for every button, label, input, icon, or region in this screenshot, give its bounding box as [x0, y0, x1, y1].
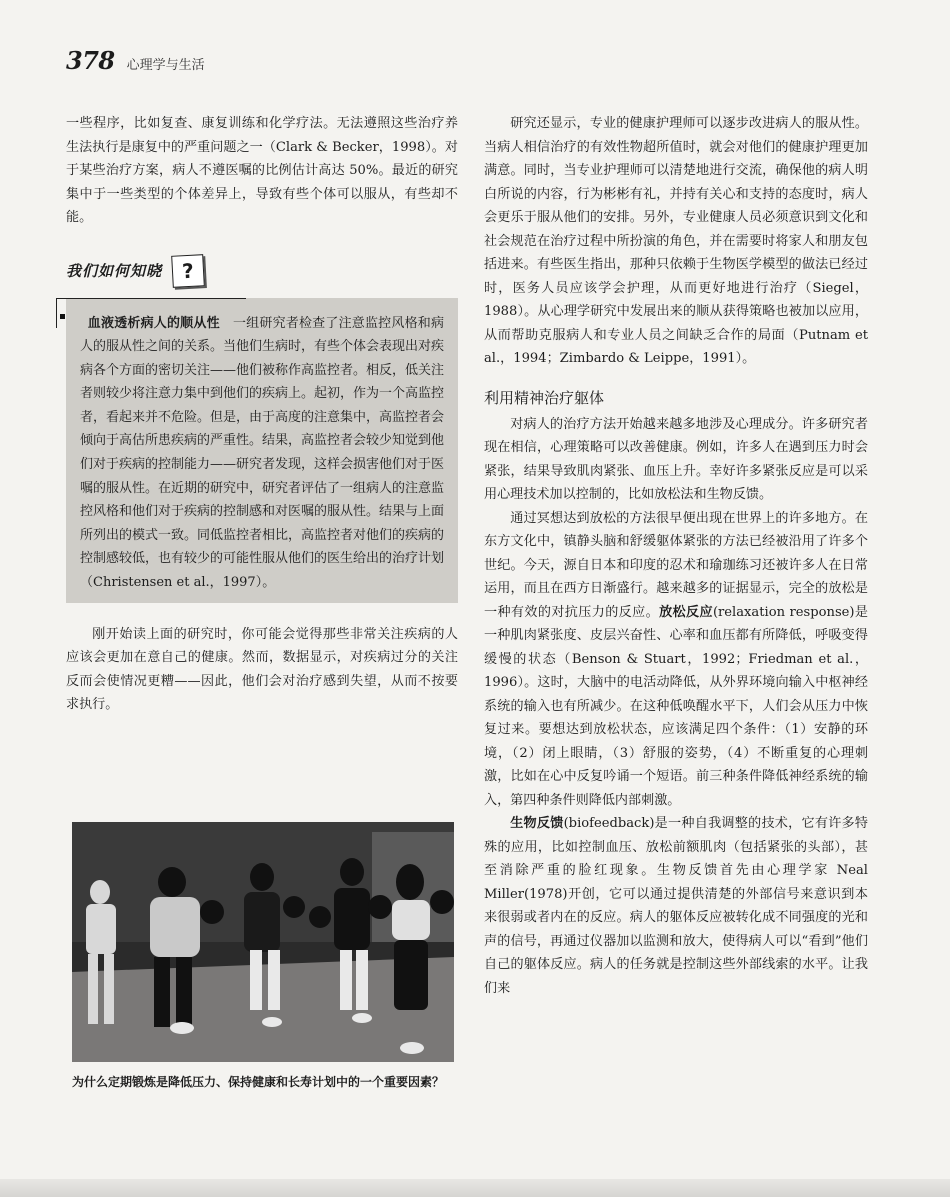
sidebar-box-wrapper — [66, 298, 458, 603]
sidebar-title: 我们如何知晓 — [66, 262, 163, 280]
sidebar-bullet — [60, 314, 65, 319]
right-paragraph-4-body: (biofeedback)是一种自我调整的技术，它有许多特殊的应用，比如控制血压、放松前额肌肉（包括紧张的头部），甚至消除严重的脸红现象。生物反馈首先由心理学家 Neal Miller(1978)开创，它可以通过提供清楚的外部信号来意识到本来很弱或者内在的反应。病人的躯体反应被转化成不同强度的光和声的信号，再通过仪器加以监测和放大，使得病人可以“看到”他们自己的躯体反应。病人的任务就是控制这些外部线索的水平。让我们来 — [484, 816, 868, 996]
question-mark-icon: ? — [171, 254, 205, 288]
sidebar-body: 一组研究者检查了注意监控风格和病人的服从性之间的关系。当他们生病时，有些个体会表现出对疾病各个方面的密切关注——他们被称作高监控者。相反，低关注者则较少将注意力集中到他们的疾病上。起初，作为一个高监控者，看起来并不危险。但是，由于高度的注意集中，高监控者会倾向于高估所患疾病的严重性。结果，高监控者会较少知觉到他们对于疾病的控制能力——研究者发现，这样会损害他们对于医嘱的服从性。在近期的研究中，研究者评估了一组病人的注意监控风格和他们对于疾病的控制感和对医嘱的服从性。结果与上面所列出的模式一致。同低监控者相比，高监控者对他们的疾病的控制感较低，也有较少的可能性服从他们的医生给出的治疗计划（Christensen et al.，1997）。 — [80, 315, 445, 591]
sidebar-lead: 血液透析病人的顺从性 — [87, 315, 220, 331]
page-number: 378 — [66, 46, 115, 75]
right-paragraph-4 — [484, 812, 868, 1000]
right-paragraph-3-intro: 通过冥想达到放松的方法很早便出现在世界上的许多地方。在东方文化中，镇静头脑和舒缓躯体紧张的方法已经被沿用了许多个世纪。今天，源自日本和印度的忍术和瑜珈练习还被许多人在日常运用，而且在西方日渐盛行。越来越多的证据显示，完全的放松是一种有效的对抗压力的反应。 — [484, 510, 868, 620]
right-column — [484, 112, 868, 1000]
page-header — [66, 46, 205, 76]
left-column — [66, 112, 458, 717]
sidebar-title-row — [66, 252, 458, 290]
photo-caption: 为什么定期锻炼是降低压力、保持健康和长寿计划中的一个重要因素？ — [72, 1075, 445, 1089]
boxing-class-photo — [72, 822, 454, 1062]
left-paragraph-1: 一些程序，比如复查、康复训练和化学疗法。无法遵照这些治疗养生法执行是康复中的严重问题之一（Clark & Becker，1998）。对于某些治疗方案，病人不遵医嘱的比例估计高达 50%。最近的研究集中于一些类型的个体差异上，导致有些个体可以服从，有些却不能。 — [66, 116, 458, 225]
sidebar-text — [80, 312, 444, 595]
sidebar-rule-horizontal — [56, 298, 246, 299]
page-bottom-edge — [0, 1179, 950, 1197]
right-paragraph-3 — [484, 507, 868, 813]
left-paragraph-2: 刚开始读上面的研究时，你可能会觉得那些非常关注疾病的人应该会更加在意自己的健康。然而，数据显示，对疾病过分的关注反而会使情况更糟——因此，他们会对治疗感到失望，从而不按要求执行。 — [66, 626, 458, 713]
right-paragraph-1: 研究还显示，专业的健康护理师可以逐步改进病人的服从性。当病人相信治疗的有效性物超所值时，就会对他们的健康护理更加满意。同时，当专业护理师可以清楚地进行交流，确保他的病人明白所说的内容，行为彬彬有礼，并持有关心和支持的态度时，病人会更乐于服从他们的安排。另外，专业健康人员必须意识到文化和社会规范在治疗过程中所扮演的角色，并在需要时将家人和朋友包括进来。有些医生指出，那种只依赖于生物医学模型的做法已经过时，医务人员应该学会护理，从而更好地进行治疗（Siegel，1988）。从心理学研究中发展出来的顺从获得策略也被加以应用，从而帮助克服病人和专业人员之间缺乏合作的局面（Putnam et al.，1994；Zimbardo & Leippe，1991）。 — [484, 116, 868, 366]
photo-illustration — [72, 822, 454, 1062]
right-paragraph-3-body: (relaxation response)是一种肌肉紧张度、皮层兴奋性、心率和血压都有所降低，呼吸变得缓慢的状态（Benson & Stuart，1992；Friedman et al.，1996）。这时，大脑中的电活动降低，从外界环境向输入中枢神经系统的输入也有所减少。在这种低唤醒水平下，人们会从压力中恢复过来。要想达到放松状态，应该满足四个条件：（1）安静的环境，（2）闭上眼睛，（3）舒服的姿势，（4）不断重复的心理刺激，比如在心中反复吟诵一个短语。前三种条件降低神经系统的输入，第四种条件则降低内部刺激。 — [484, 604, 869, 808]
term-relaxation-response: 放松反应 — [659, 604, 713, 620]
running-title: 心理学与生活 — [126, 58, 205, 73]
right-paragraph-2: 对病人的治疗方法开始越来越多地涉及心理成分。许多研究者现在相信，心理策略可以改善健康。例如，许多人在遇到压力时会紧张，结果导致肌肉紧张、血压上升。幸好许多紧张反应是可以采用心理技术加以控制的，比如放松法和生物反馈。 — [484, 416, 868, 502]
term-biofeedback: 生物反馈 — [510, 816, 564, 831]
sidebar-rule-vertical — [56, 298, 57, 328]
section-heading: 利用精神治疗躯体 — [484, 388, 605, 407]
sidebar-box — [66, 298, 458, 603]
